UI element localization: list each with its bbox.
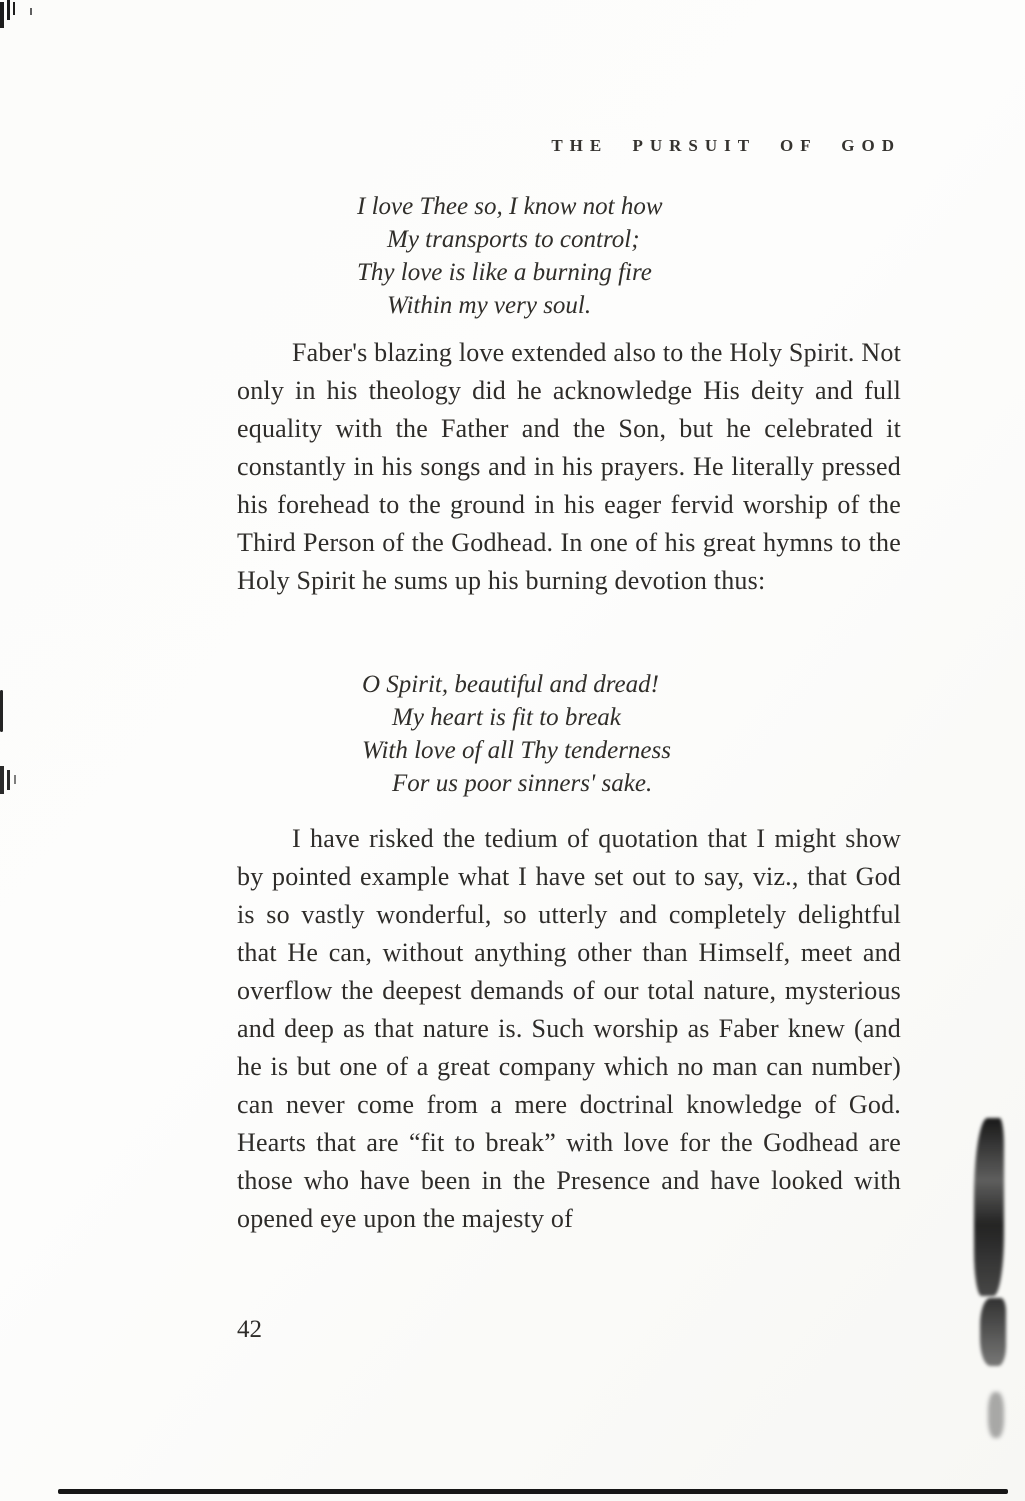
scan-artifact-left-bar bbox=[0, 690, 3, 732]
poem-line: I love Thee so, I know not how bbox=[357, 193, 663, 220]
scan-artifact-corner bbox=[0, 0, 46, 32]
poem-stanza-1 bbox=[357, 190, 663, 322]
body-paragraph-1: Faber's blazing love extended also to the Holy Spirit. Not only in his theology did he acknowledge His deity and full equality with the Father and the Son, but he celebrated it constantly in his songs and in his prayers. He literally pressed his forehead to the ground in his eager fervid worship of the Third Person of the Godhead. In one of his great hymns to the Holy Spirit he sums up his burning devotion thus: bbox=[237, 338, 901, 595]
poem-line: With love of all Thy tenderness bbox=[362, 737, 671, 764]
scan-artifact-right-smudge bbox=[980, 1298, 1006, 1366]
poem-line: My transports to control; bbox=[387, 226, 640, 253]
poem-line: O Spirit, beautiful and dread! bbox=[362, 671, 659, 698]
poem-stanza-2 bbox=[362, 668, 671, 800]
scan-artifact-right-smudge bbox=[988, 1392, 1004, 1438]
running-header: THE PURSUIT OF GOD bbox=[551, 136, 901, 155]
scan-artifact-bottom-line bbox=[58, 1489, 1008, 1494]
page-number: 42 bbox=[237, 1316, 262, 1343]
body-paragraph-2: I have risked the tedium of quotation that I might show by pointed example what I have set out to say, viz., that God is so vastly wonderful, so utterly and completely delightful that He can, without anything other than Himself, meet and overflow the deepest demands of our total nature, mysterious and deep as that nature is. Such worship as Faber knew (and he is but one of a great company which no man can number) can never come from a mere doctrinal knowledge of God. Hearts that are “fit to break” with love for the Godhead are those who have been in the Presence and have looked with opened eye upon the majesty of bbox=[237, 824, 901, 1233]
poem-line: Thy love is like a burning fire bbox=[357, 259, 652, 286]
poem-line: For us poor sinners' sake. bbox=[392, 770, 653, 797]
poem-line: Within my very soul. bbox=[387, 292, 592, 319]
scan-artifact-right-smudge bbox=[974, 1118, 1004, 1296]
scan-artifact-left-marks bbox=[0, 766, 22, 798]
poem-line: My heart is fit to break bbox=[392, 704, 621, 731]
